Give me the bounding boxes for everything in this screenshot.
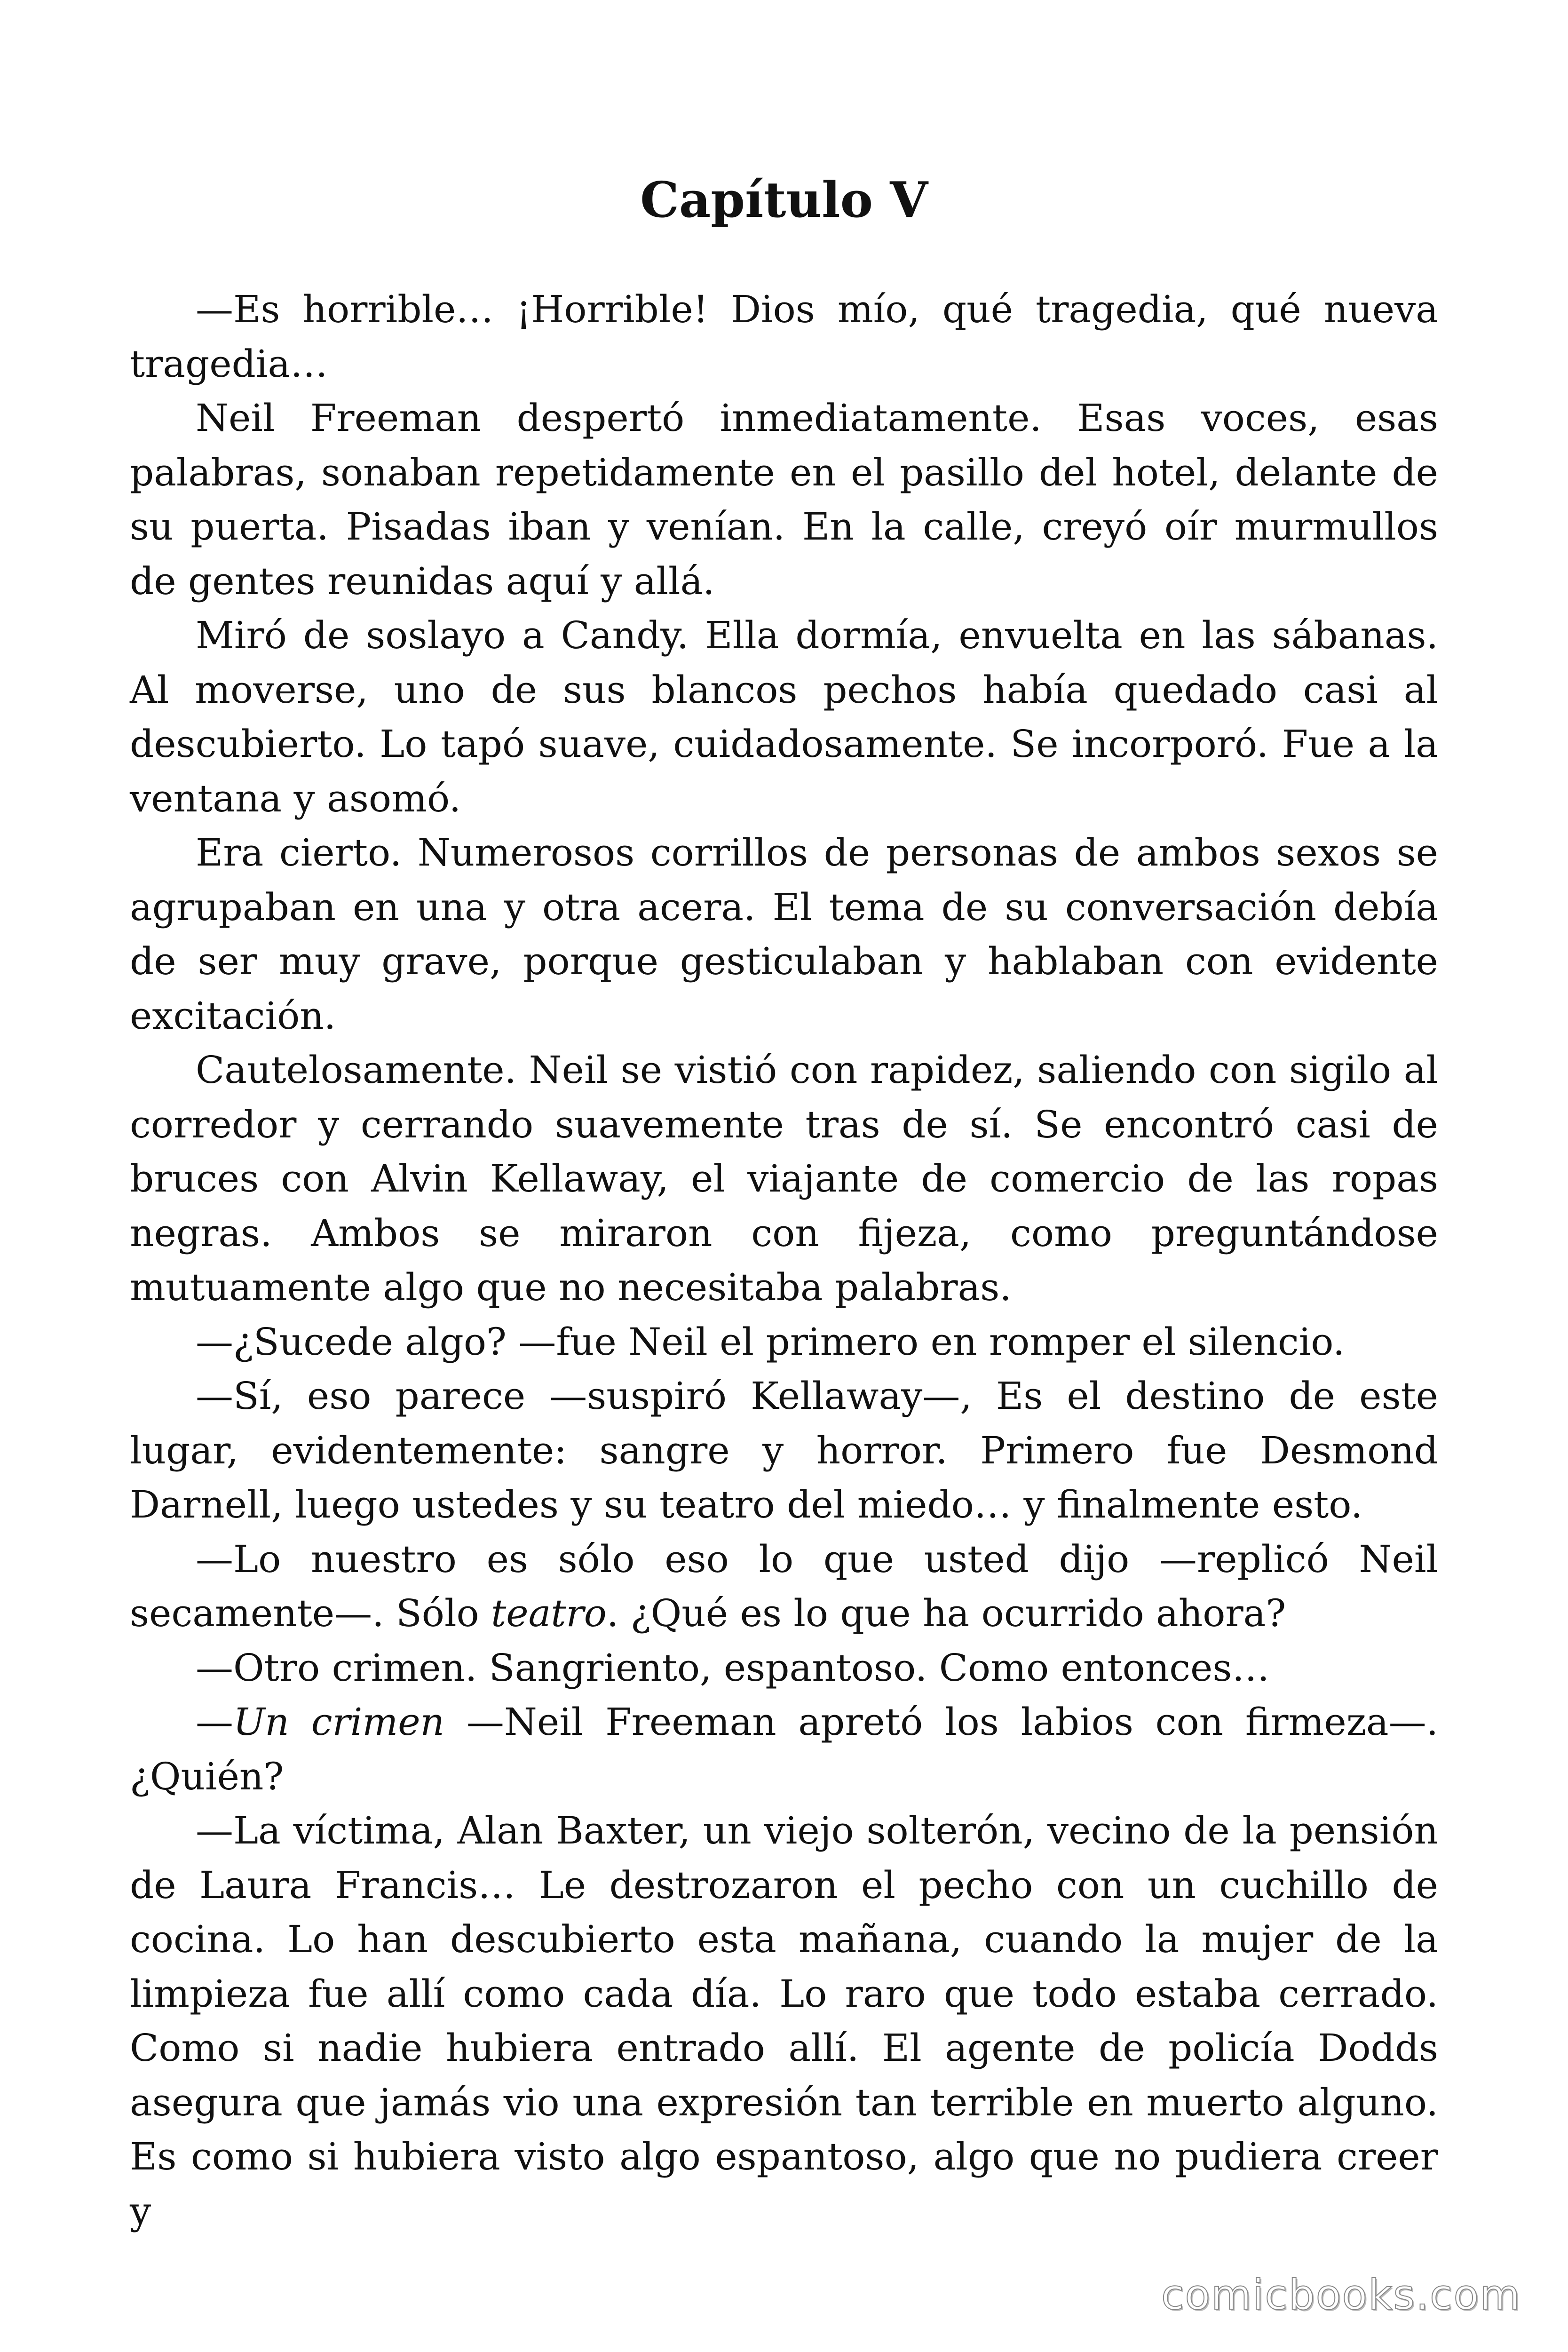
text-run: — [196, 1700, 233, 1744]
paragraph [130, 1695, 1438, 1804]
paragraph [130, 608, 1438, 826]
paragraph [130, 391, 1438, 608]
paragraph [130, 1641, 1438, 1695]
text-run: —Es horrible… ¡Horrible! Dios mío, qué tragedia, qué nueva tragedia… [130, 287, 1438, 386]
paragraph [130, 282, 1438, 391]
paragraph [130, 1043, 1438, 1315]
text-run: —Sí, eso parece —suspiró Kellaway—, Es el destino de este lugar, evidentemente: sangre y horror. Primero fue Desmond Darnell, luego ustedes y su teatro del miedo… y finalmente esto. [130, 1374, 1438, 1526]
italic-text: teatro [491, 1591, 607, 1635]
italic-text: Un crimen [233, 1700, 445, 1744]
text-run: Era cierto. Numerosos corrillos de personas de ambos sexos se agrupaban en una y otra acera. El tema de su conversación debía de ser muy grave, porque gesticulaban y hablaban con evidente excitación. [130, 831, 1438, 1038]
text-run: —Lo nuestro es sólo eso lo que usted dijo —replicó Neil secamente—. Sólo [130, 1537, 1438, 1635]
text-run: . ¿Qué es lo que ha ocurrido ahora? [606, 1591, 1286, 1635]
text-run: Cautelosamente. Neil se vistió con rapidez, saliendo con sigilo al corredor y cerrando suavemente tras de sí. Se encontró casi de bruces con Alvin Kellaway, el viajante de comercio de las ropas negras. Ambos se miraron con fijeza, como preguntándose mutuamente algo que no necesitaba palabras. [130, 1048, 1438, 1309]
text-run: Miró de soslayo a Candy. Ella dormía, envuelta en las sábanas. Al moverse, uno de sus blancos pechos había quedado casi al descubierto. Lo tapó suave, cuidadosamente. Se incorporó. Fue a la ventana y asomó. [130, 613, 1438, 820]
chapter-title: Capítulo V [640, 171, 928, 229]
paragraph [130, 1804, 1438, 2238]
text-run: Neil Freeman despertó inmediatamente. Esas voces, esas palabras, sonaban repetidamente en el pasillo del hotel, delante de su puerta. Pisadas iban y venían. En la calle, creyó oír murmullos de gentes reunidas aquí y allá. [130, 396, 1438, 603]
paragraph [130, 826, 1438, 1043]
text-run: —¿Sucede algo? —fue Neil el primero en romper el silencio. [196, 1319, 1345, 1364]
paragraph [130, 1369, 1438, 1532]
text-run: —Neil Freeman apretó los labios con firmeza—. ¿Quién? [130, 1700, 1438, 1798]
text-run: —Otro crimen. Sangriento, espantoso. Como entonces… [196, 1645, 1270, 1690]
text-run: —La víctima, Alan Baxter, un viejo solterón, vecino de la pensión de Laura Francis… Le destrozaron el pecho con un cuchillo de cocina. Lo han descubierto esta mañana, cuando la mujer de la limpieza fue allí como cada día. Lo raro que todo estaba cerrado. Como si nadie hubiera entrado allí. El agente de policía Dodds asegura que jamás vio una expresión tan terrible en muerto alguno. Es como si hubiera visto algo espantoso, algo que no pudiera creer y [130, 1809, 1438, 2233]
watermark: comicbooks.com [1161, 2271, 1521, 2319]
paragraph [130, 1315, 1438, 1369]
paragraph [130, 1532, 1438, 1641]
body-text [130, 282, 1438, 2238]
